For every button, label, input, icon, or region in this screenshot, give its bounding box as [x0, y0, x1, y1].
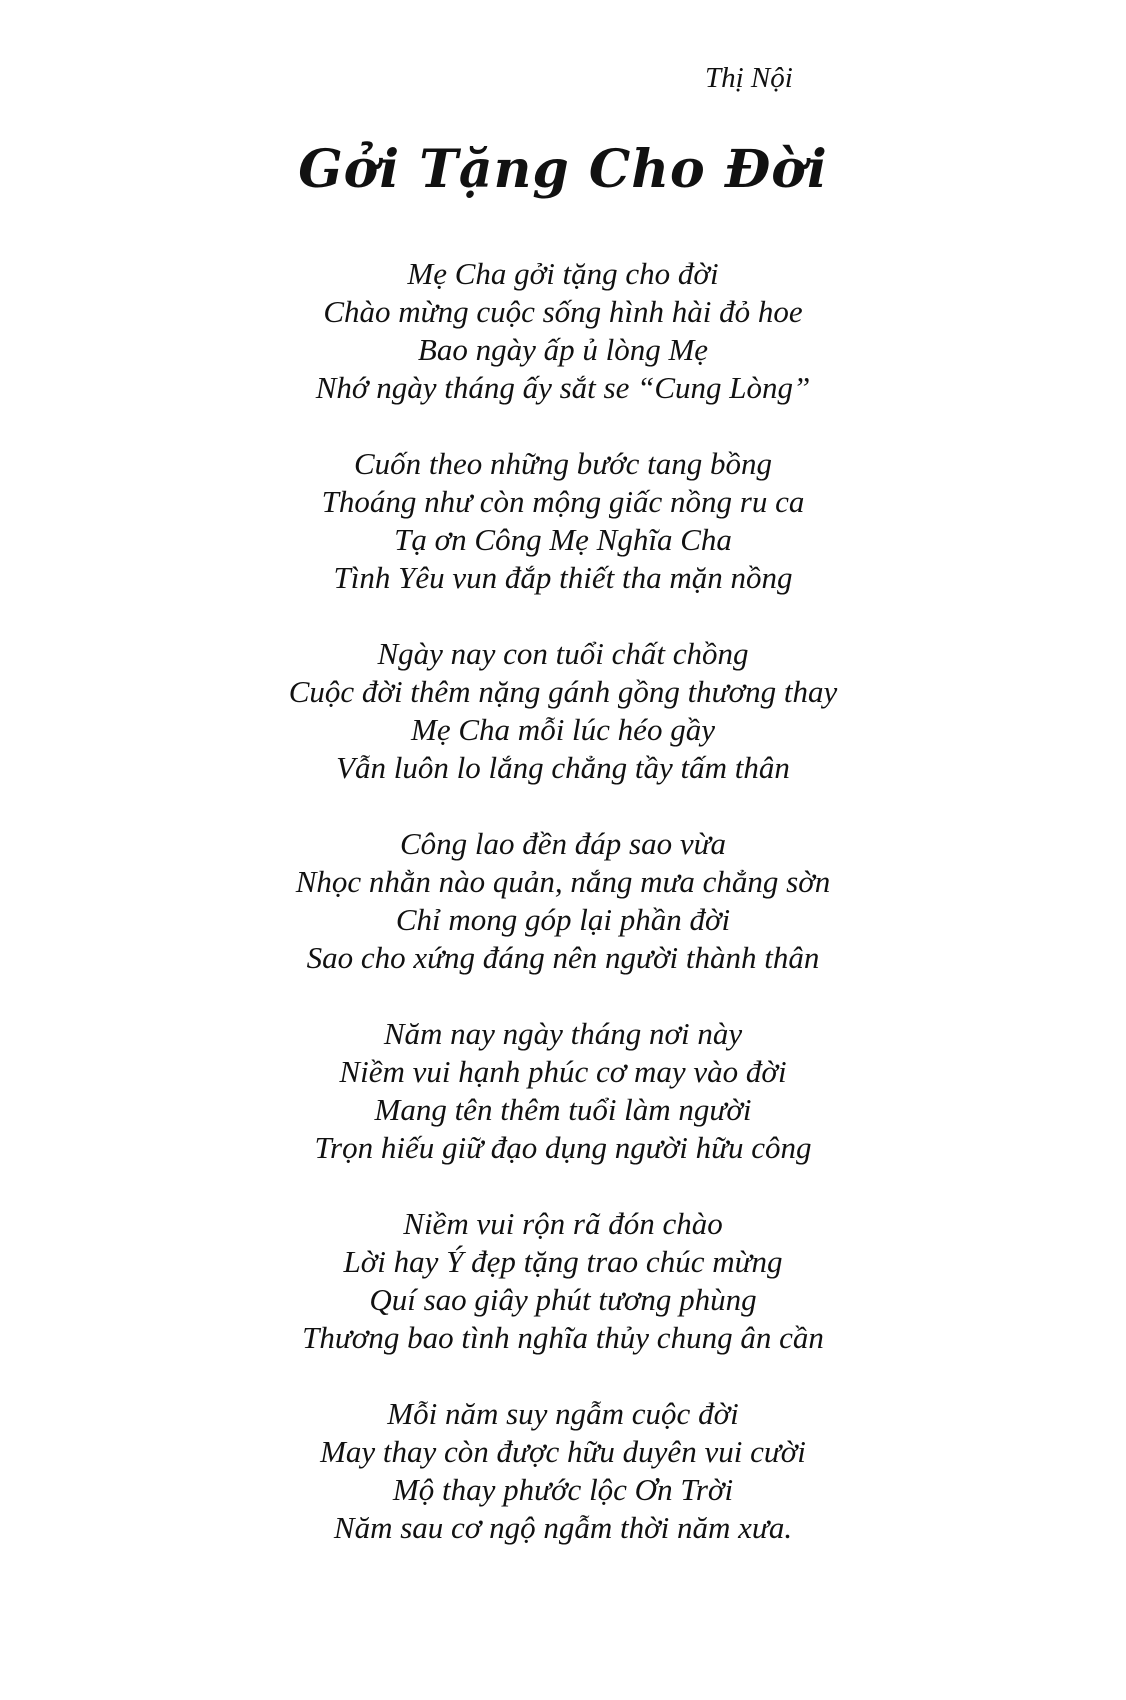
- stanza-7: [0, 1395, 1126, 1547]
- stanza-4: [0, 825, 1126, 977]
- poem-line: Tạ ơn Công Mẹ Nghĩa Cha: [394, 522, 732, 557]
- poem-line: Cuốn theo những bước tang bồng: [353, 446, 773, 481]
- poem-line: Tình Yêu vun đắp thiết tha mặn nồng: [333, 560, 793, 595]
- poem-line: Quí sao giây phút tương phùng: [369, 1282, 757, 1317]
- author-name: Thị Nội: [705, 62, 793, 94]
- poem-line: Thoáng như còn mộng giấc nồng ru ca: [321, 484, 805, 519]
- poem-line: Lời hay Ý đẹp tặng trao chúc mừng: [343, 1244, 783, 1279]
- poem-line: Mộ thay phước lộc Ơn Trời: [392, 1472, 734, 1507]
- poem-line: Nhớ ngày tháng ấy sắt se “Cung Lòng”: [315, 370, 811, 405]
- poem-line: Mang tên thêm tuổi làm người: [374, 1092, 752, 1127]
- poem-line: Năm sau cơ ngộ ngẫm thời năm xưa.: [333, 1510, 793, 1545]
- poem-body: [0, 255, 1126, 1585]
- stanza-2: [0, 445, 1126, 597]
- stanza-1: [0, 255, 1126, 407]
- stanza-3: [0, 635, 1126, 787]
- poem-line: Mẹ Cha mỗi lúc héo gầy: [411, 712, 715, 747]
- poem-line: Niềm vui hạnh phúc cơ may vào đời: [339, 1054, 787, 1089]
- poem-line: Công lao đền đáp sao vừa: [399, 826, 727, 861]
- poem-line: Nhọc nhằn nào quản, nắng mưa chẳng sờn: [295, 864, 831, 899]
- poem-line: Năm nay ngày tháng nơi này: [383, 1016, 743, 1051]
- poem-line: Chỉ mong góp lại phần đời: [395, 902, 731, 937]
- stanza-6: [0, 1205, 1126, 1357]
- poem-line: Niềm vui rộn rã đón chào: [403, 1206, 723, 1241]
- stanza-5: [0, 1015, 1126, 1167]
- poem-line: Thương bao tình nghĩa thủy chung ân cần: [302, 1320, 824, 1355]
- poem-line: Vẫn luôn lo lắng chẳng tầy tấm thân: [336, 750, 790, 785]
- poem-line: Bao ngày ấp ủ lòng Mẹ: [417, 332, 709, 367]
- poem-line: Trọn hiếu giữ đạo dụng người hữu công: [314, 1130, 812, 1165]
- poem-line: Sao cho xứng đáng nên người thành thân: [306, 940, 820, 975]
- poem-title: Gởi Tặng Cho Đời: [298, 139, 828, 200]
- poem-line: Mẹ Cha gởi tặng cho đời: [407, 256, 719, 291]
- poem-line: Mỗi năm suy ngẫm cuộc đời: [387, 1396, 739, 1431]
- poem-line: Chào mừng cuộc sống hình hài đỏ hoe: [323, 294, 803, 329]
- poem-line: Ngày nay con tuổi chất chồng: [377, 636, 749, 671]
- poem-line: May thay còn được hữu duyên vui cười: [320, 1434, 806, 1469]
- poem-line: Cuộc đời thêm nặng gánh gồng thương thay: [288, 674, 838, 709]
